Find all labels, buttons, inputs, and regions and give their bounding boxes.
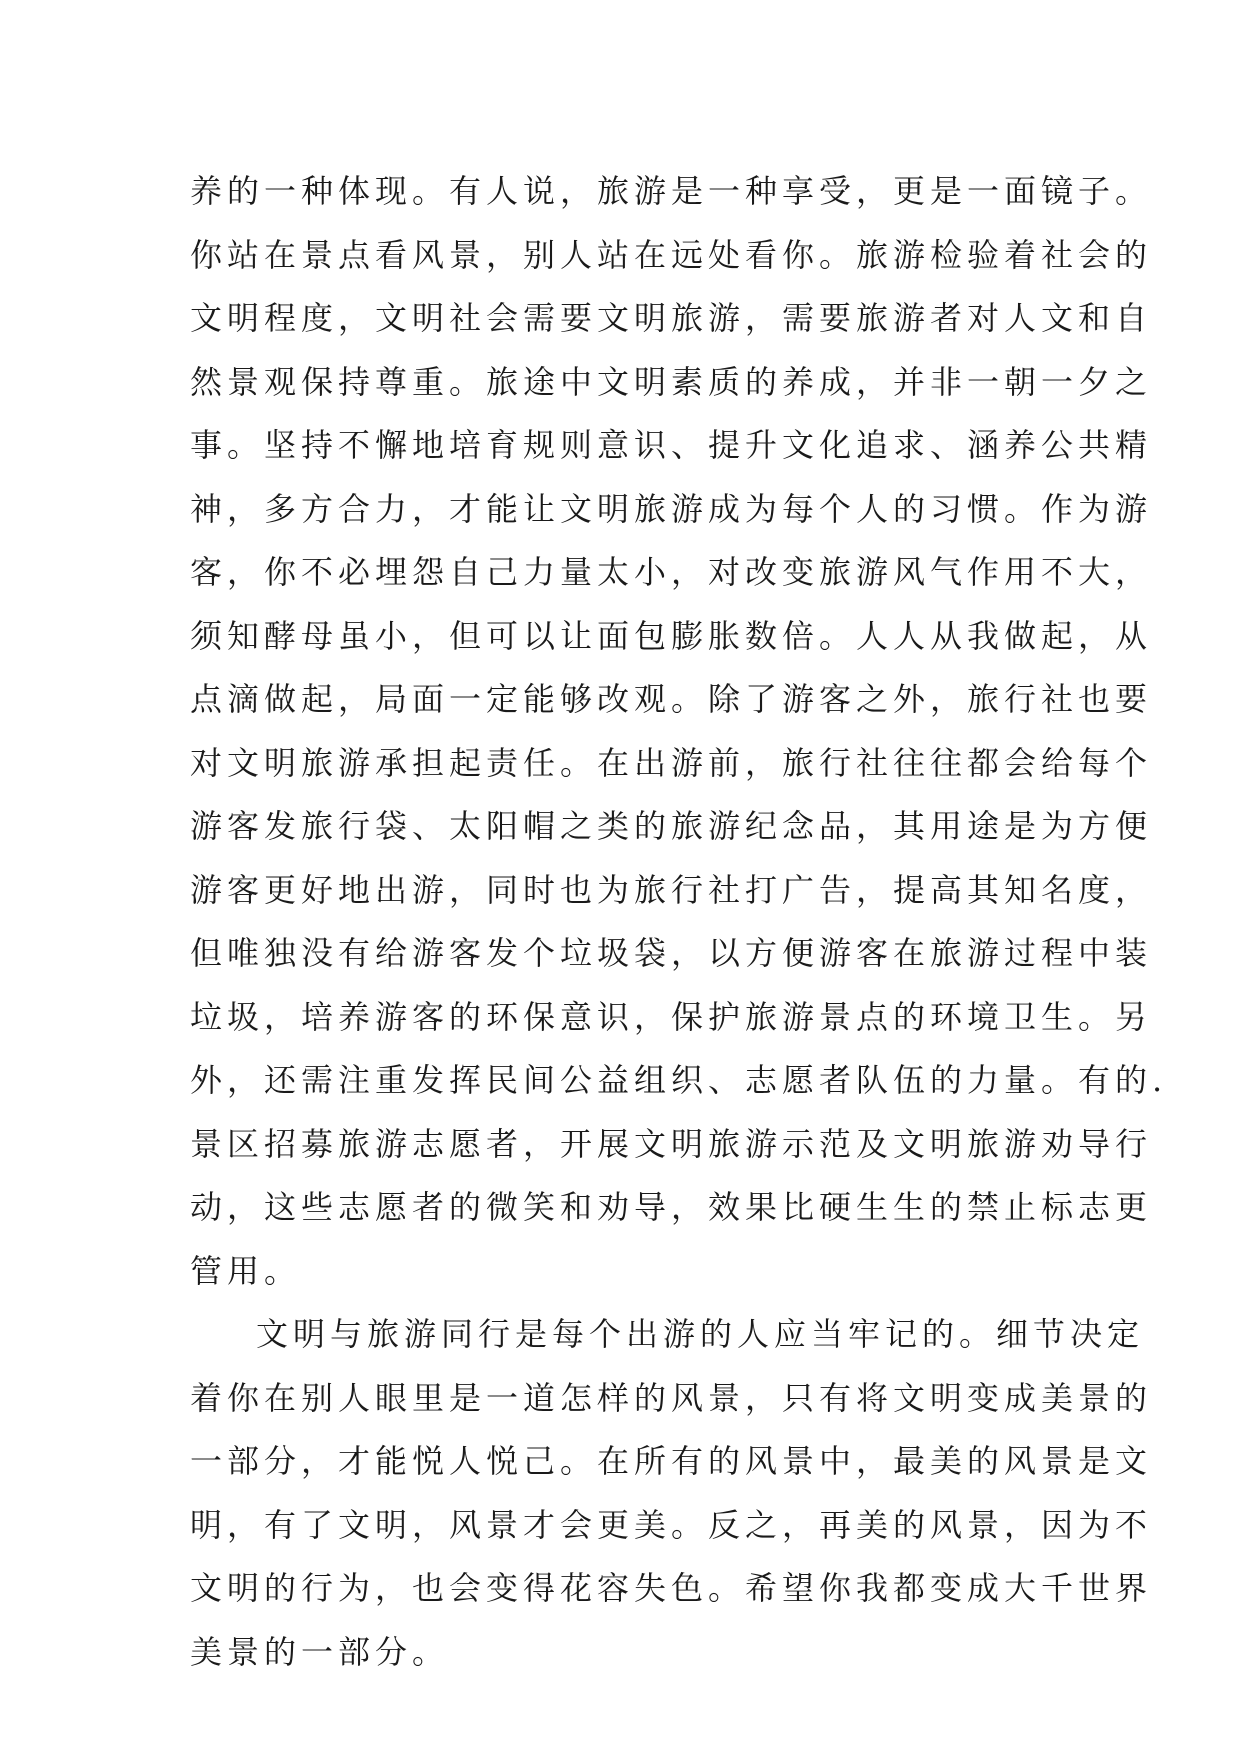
paragraph-1-line: 动，这些志愿者的微笑和劝导，效果比硬生生的禁止标志更 [190,1188,1153,1226]
paragraph-1-line: 点滴做起，局面一定能够改观。除了游客之外，旅行社也要 [190,680,1153,718]
paragraph-1-line: 文明程度，文明社会需要文明旅游，需要旅游者对人文和自 [190,299,1153,337]
paragraph-2-line: 明，有了文明，风景才会更美。反之，再美的风景，因为不 [190,1505,1153,1544]
paragraph-1-line: 游客更好地出游，同时也为旅行社打广告，提高其知名度， [190,870,1153,909]
paragraph-1-line: 须知酵母虽小，但可以让面包膨胀数倍。人人从我做起，从 [190,616,1153,655]
paragraph-2-line: 着你在别人眼里是一道怎样的风景，只有将文明变成美景的 [190,1378,1153,1417]
paragraph-1-line: 外，还需注重发挥民间公益组织、志愿者队伍的力量。有的. [190,1061,1168,1099]
paragraph-1-line: 神，多方合力，才能让文明旅游成为每个人的习惯。作为游 [190,489,1153,528]
paragraph-1-line: 事。坚持不懈地培育规则意识、提升文化追求、涵养公共精 [190,426,1153,464]
paragraph-2-line: 文明的行为，也会变得花容失色。希望你我都变成大千世界 [190,1569,1153,1607]
paragraph-1-line: 客，你不必埋怨自己力量太小，对改变旅游风气作用不大， [190,553,1153,591]
paragraph-1-line: 然景观保持尊重。旅途中文明素质的养成，并非一朝一夕之 [190,362,1153,401]
paragraph-1-line: 对文明旅游承担起责任。在出游前，旅行社往往都会给每个 [190,743,1153,782]
paragraph-2-line: 一部分，才能悦人悦己。在所有的风景中，最美的风景是文 [190,1442,1153,1480]
body-text [190,160,1168,1684]
paragraph-1-line: 你站在景点看风景，别人站在远处看你。旅游检验着社会的 [190,235,1153,274]
paragraph-2-line: 美景的一部分。 [190,1632,450,1671]
paragraph-1-line: 垃圾，培养游客的环保意识，保护旅游景点的环境卫生。另 [190,997,1153,1036]
paragraph-1-line: 养的一种体现。有人说，旅游是一种享受，更是一面镜子。 [190,172,1153,210]
paragraph-1-line: 管用。 [190,1251,302,1290]
paragraph-2-first-line: 文明与旅游同行是每个出游的人应当牢记的。细节决定 [256,1315,1145,1353]
paragraph-1-line: 游客发旅行袋、太阳帽之类的旅游纪念品，其用途是为方便 [190,807,1153,845]
paragraph-1-line: 但唯独没有给游客发个垃圾袋，以方便游客在旅游过程中装 [190,934,1153,972]
paragraph-1-line: 景区招募旅游志愿者，开展文明旅游示范及文明旅游劝导行 [190,1124,1153,1163]
